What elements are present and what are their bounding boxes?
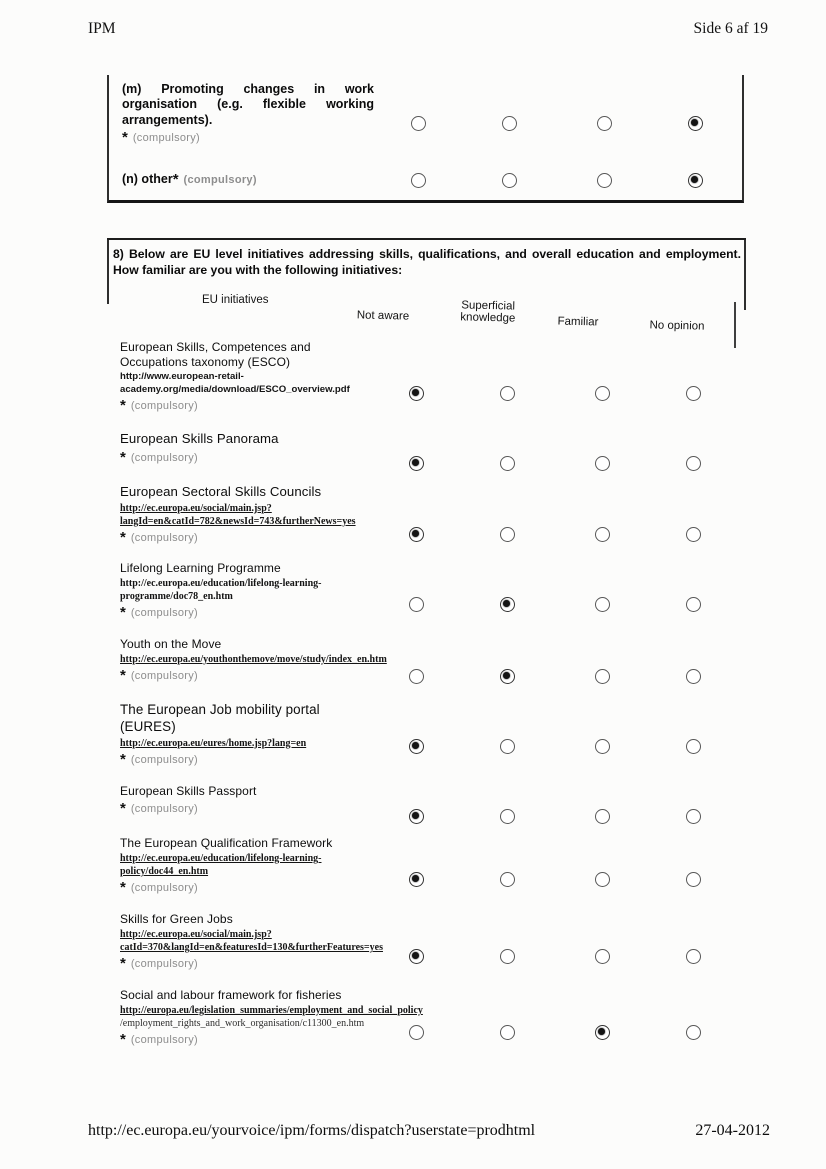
- compulsory-star-icon: *: [120, 800, 126, 817]
- radio-not-aware-selected[interactable]: [409, 739, 424, 754]
- initiative-title: European Skills, Competences and Occupations taxonomy (ESCO): [120, 340, 311, 369]
- radio-superficial-knowledge[interactable]: [500, 739, 515, 754]
- compulsory-star-icon: *: [120, 879, 126, 897]
- initiative-row: [120, 484, 746, 561]
- radio-no-opinion-selected[interactable]: [688, 116, 703, 131]
- header-app-title: IPM: [88, 20, 116, 37]
- initiative-title: The European Qualification Framework: [120, 836, 333, 850]
- compulsory-note: [120, 603, 198, 620]
- initiative-title: Skills for Green Jobs: [120, 912, 233, 926]
- radio-familiar[interactable]: [595, 527, 610, 542]
- compulsory-star-icon: *: [120, 528, 126, 546]
- header-page-number: Side 6 af 19: [693, 20, 768, 37]
- radio-no-opinion[interactable]: [686, 597, 701, 612]
- radio-not-aware-selected[interactable]: [409, 527, 424, 542]
- radio-not-aware[interactable]: [409, 597, 424, 612]
- initiative-links: [120, 653, 746, 666]
- initiative-link[interactable]: http://ec.europa.eu/education/lifelong-learning-: [120, 578, 322, 589]
- compulsory-star-icon: *: [172, 171, 179, 188]
- initiative-row: [120, 988, 746, 1068]
- initiative-row: [120, 431, 746, 484]
- question8-text: 8) Below are EU level initiatives addressing skills, qualifications, and overall education and employment. How familiar are you with the following initiatives:: [113, 247, 741, 278]
- initiative-links: [120, 852, 746, 878]
- initiative-row: [120, 702, 746, 784]
- initiative-links: [120, 502, 746, 528]
- radio-superficial-knowledge-selected[interactable]: [500, 669, 515, 684]
- q7-item: [109, 82, 742, 146]
- initiative-title: European Skills Passport: [120, 784, 257, 798]
- q7-item: [109, 171, 742, 188]
- radio-superficial-knowledge[interactable]: [500, 872, 515, 887]
- compulsory-label: (compulsory): [130, 607, 199, 620]
- radio-familiar[interactable]: [595, 456, 610, 471]
- compulsory-label: (compulsory): [130, 882, 199, 895]
- radio-no-opinion[interactable]: [686, 739, 701, 754]
- compulsory-note: [120, 954, 198, 971]
- radio-not-aware-selected[interactable]: [409, 809, 424, 824]
- initiative-links: [120, 928, 746, 954]
- q7-item-label: (m) Promoting changes in work organisation (e.g. flexible working arrangements).: [122, 82, 374, 127]
- compulsory-note: [122, 128, 200, 145]
- initiative-link[interactable]: http://www.european-retail-: [120, 371, 244, 382]
- initiative-title: The European Job mobility portal (EURES): [120, 702, 320, 734]
- radio-no-opinion[interactable]: [686, 386, 701, 401]
- radio-superficial-knowledge[interactable]: [500, 949, 515, 964]
- radio-familiar[interactable]: [595, 386, 610, 401]
- compulsory-note: [120, 528, 198, 545]
- initiative-link[interactable]: http://ec.europa.eu/education/lifelong-learning-: [120, 853, 322, 864]
- radio-superficial-knowledge[interactable]: [502, 173, 517, 188]
- initiative-link[interactable]: http://ec.europa.eu/social/main.jsp?: [120, 502, 272, 514]
- initiative-title: European Skills Panorama: [120, 431, 279, 446]
- question8-rows: [120, 340, 746, 1068]
- compulsory-star-icon: *: [120, 604, 126, 622]
- compulsory-note: [120, 799, 198, 816]
- compulsory-label: (compulsory): [130, 400, 199, 413]
- initiative-link[interactable]: academy.org/media/download/ESCO_overview.pdf: [120, 383, 350, 395]
- compulsory-label: (compulsory): [130, 753, 199, 766]
- radio-superficial-knowledge[interactable]: [500, 456, 515, 471]
- question8-box: [107, 238, 746, 1070]
- initiative-link[interactable]: http://ec.europa.eu/youthonthemove/move/study/index_en.htm: [120, 654, 387, 665]
- initiative-link[interactable]: http://ec.europa.eu/social/main.jsp?: [120, 929, 272, 940]
- initiative-row: [120, 561, 746, 637]
- compulsory-star-icon: *: [120, 1031, 126, 1049]
- compulsory-label: (compulsory): [130, 670, 199, 683]
- initiative-link[interactable]: programme/doc78_en.htm: [120, 591, 233, 603]
- compulsory-note: [120, 750, 198, 767]
- radio-familiar[interactable]: [597, 173, 612, 188]
- radio-not-aware-selected[interactable]: [409, 872, 424, 887]
- compulsory-note: [120, 1030, 198, 1047]
- compulsory-label: (compulsory): [130, 1034, 199, 1047]
- radio-superficial-knowledge[interactable]: [500, 809, 515, 824]
- column-header-superficial-knowledge: Superficial knowledge: [460, 299, 516, 325]
- compulsory-note: [120, 878, 198, 895]
- compulsory-note: [120, 666, 198, 683]
- radio-not-aware-selected[interactable]: [409, 456, 424, 471]
- column-header-no-opinion: No opinion: [649, 319, 705, 333]
- radio-no-opinion[interactable]: [686, 809, 701, 824]
- initiative-title: Social and labour framework for fisheries: [120, 988, 342, 1002]
- radio-not-aware-selected[interactable]: [409, 386, 424, 401]
- radio-familiar[interactable]: [595, 739, 610, 754]
- initiative-link[interactable]: http://ec.europa.eu/eures/home.jsp?lang=en: [120, 737, 307, 749]
- compulsory-label: (compulsory): [183, 174, 257, 186]
- radio-familiar[interactable]: [595, 669, 610, 684]
- radio-not-aware[interactable]: [411, 116, 426, 131]
- column-header-not-aware: Not aware: [356, 309, 410, 323]
- compulsory-label: (compulsory): [132, 131, 201, 144]
- compulsory-label: (compulsory): [130, 451, 199, 464]
- initiative-row: [120, 912, 746, 988]
- radio-not-aware[interactable]: [409, 669, 424, 684]
- initiative-link[interactable]: policy/doc44_en.htm: [120, 866, 209, 878]
- initiative-row: [120, 784, 746, 836]
- radio-no-opinion-selected[interactable]: [688, 173, 703, 188]
- page-footer: [88, 1122, 770, 1140]
- q7-item-label: (n) other: [122, 172, 173, 186]
- radio-superficial-knowledge[interactable]: [500, 386, 515, 401]
- initiative-title: European Sectoral Skills Councils: [120, 484, 322, 499]
- initiative-row: [120, 836, 746, 912]
- compulsory-note: [120, 396, 198, 413]
- q7-item-label-line: [122, 171, 742, 188]
- radio-not-aware-selected[interactable]: [409, 949, 424, 964]
- radio-familiar[interactable]: [595, 597, 610, 612]
- radio-superficial-knowledge-selected[interactable]: [500, 597, 515, 612]
- question7-box: [107, 75, 744, 203]
- radio-no-opinion[interactable]: [686, 872, 701, 887]
- initiative-links: [120, 1004, 746, 1030]
- column-header-eu-initiatives: EU initiatives: [202, 294, 269, 306]
- compulsory-star-icon: *: [120, 448, 126, 466]
- compulsory-star-icon: *: [120, 667, 126, 685]
- initiative-links: [120, 371, 746, 396]
- radio-no-opinion[interactable]: [686, 527, 701, 542]
- initiative-row: [120, 637, 746, 702]
- radio-no-opinion[interactable]: [686, 669, 701, 684]
- radio-no-opinion[interactable]: [686, 456, 701, 471]
- footer-source-url: http://ec.europa.eu/yourvoice/ipm/forms/dispatch?userstate=prodhtml: [88, 1122, 536, 1139]
- radio-familiar[interactable]: [595, 872, 610, 887]
- radio-superficial-knowledge[interactable]: [500, 527, 515, 542]
- initiative-links: [120, 577, 746, 603]
- radio-superficial-knowledge[interactable]: [500, 1025, 515, 1040]
- initiative-links: [120, 737, 746, 750]
- radio-familiar-selected[interactable]: [595, 1025, 610, 1040]
- initiative-link[interactable]: /employment_rights_and_work_organisation/c11300_en.htm: [120, 1018, 365, 1030]
- compulsory-label: (compulsory): [130, 531, 199, 544]
- initiative-row: [120, 340, 746, 431]
- compulsory-star-icon: *: [122, 128, 128, 146]
- compulsory-star-icon: *: [120, 955, 126, 973]
- radio-not-aware[interactable]: [409, 1025, 424, 1040]
- compulsory-star-icon: *: [120, 397, 126, 415]
- radio-not-aware[interactable]: [411, 173, 426, 188]
- footer-date: 27-04-2012: [695, 1122, 770, 1139]
- initiative-link[interactable]: langId=en&catId=782&newsId=743&furtherNews=yes: [120, 515, 356, 527]
- compulsory-note: [120, 448, 198, 465]
- compulsory-label: (compulsory): [130, 958, 199, 971]
- radio-no-opinion[interactable]: [686, 949, 701, 964]
- radio-familiar[interactable]: [595, 809, 610, 824]
- initiative-title: Lifelong Learning Programme: [120, 561, 281, 575]
- initiative-title: Youth on the Move: [120, 637, 222, 651]
- radio-superficial-knowledge[interactable]: [502, 116, 517, 131]
- page-header: [88, 20, 768, 38]
- column-header-familiar: Familiar: [557, 315, 599, 329]
- radio-familiar[interactable]: [597, 116, 612, 131]
- initiative-link[interactable]: catId=370&langId=en&featuresId=130&furtherFeatures=yes: [120, 942, 383, 954]
- compulsory-star-icon: *: [120, 750, 126, 768]
- initiative-link[interactable]: http://europa.eu/legislation_summaries/employment_and_social_policy: [120, 1005, 423, 1016]
- radio-no-opinion[interactable]: [686, 1025, 701, 1040]
- radio-familiar[interactable]: [595, 949, 610, 964]
- compulsory-label: (compulsory): [130, 803, 199, 815]
